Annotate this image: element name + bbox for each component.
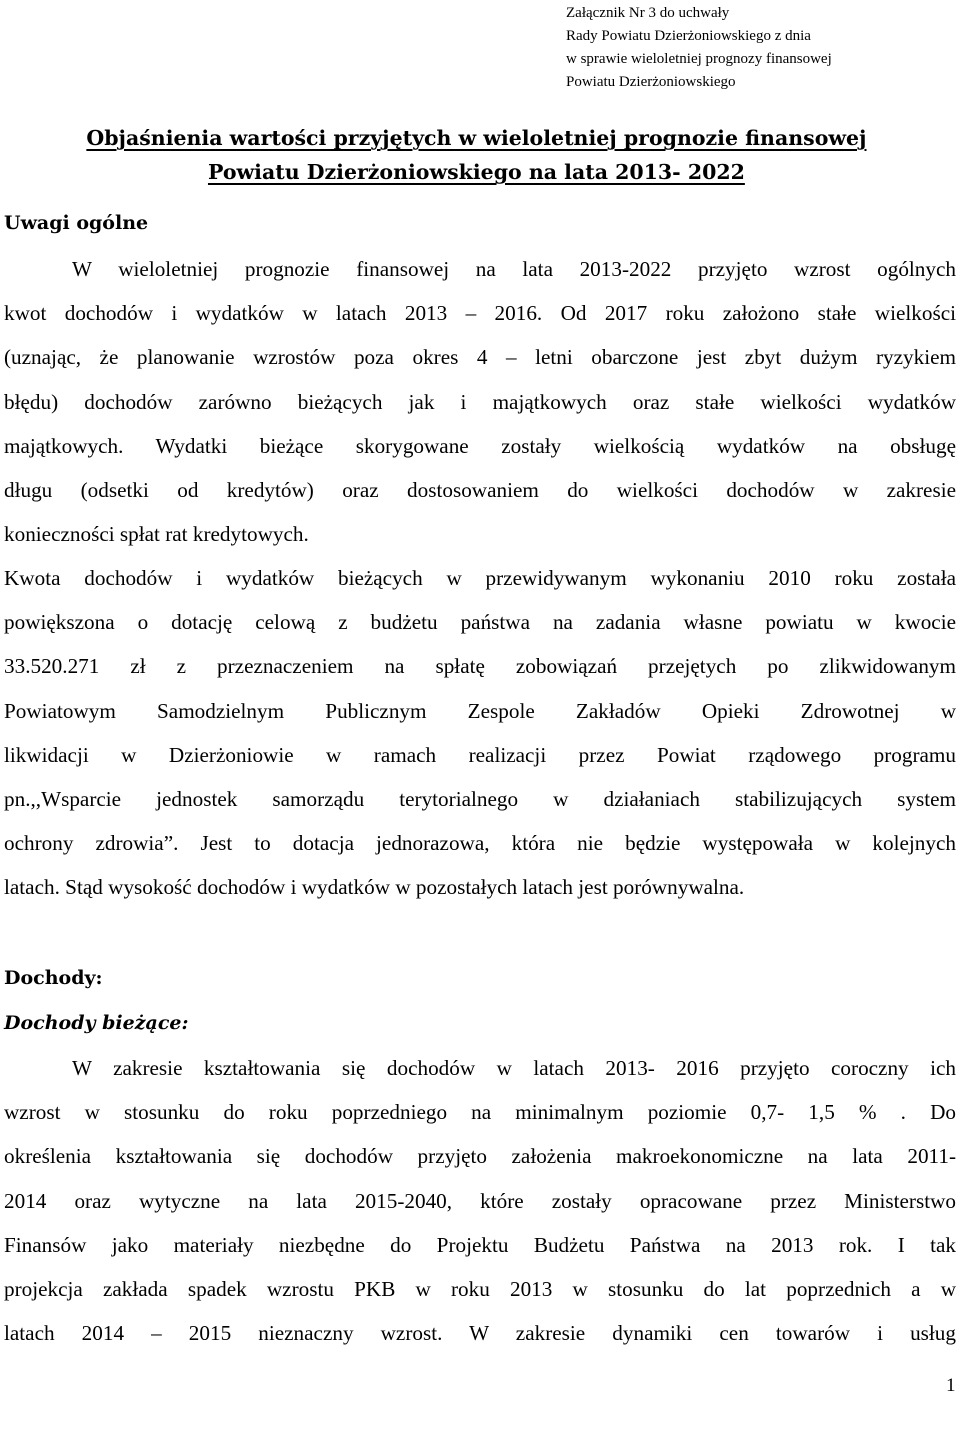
text-line: powiększona o dotację celową z budżetu państwa na zadania własne powiatu w kwocie — [4, 610, 956, 635]
header-line: Rady Powiatu Dzierżoniowskiego z dnia — [566, 28, 811, 44]
header-line: Powiatu Dzierżoniowskiego — [566, 74, 736, 90]
text-line: Powiatowym Samodzielnym Publicznym Zespole Zakładów Opieki Zdrowotnej w — [4, 698, 956, 723]
text-line: ochrony zdrowia”. Jest to dotacja jednorazowa, która nie będzie występowała w kolejnych — [4, 831, 956, 856]
text-line: Kwota dochodów i wydatków bieżących w przewidywanym wykonaniu 2010 roku została — [4, 566, 956, 590]
text-line: określenia kształtowania się dochodów przyjęto założenia makroekonomiczne na lata 2011- — [4, 1144, 956, 1169]
page-number: 1 — [946, 1375, 956, 1396]
text-line: 2014 oraz wytyczne na lata 2015-2040, które zostały opracowane przez Ministerstwo — [4, 1188, 956, 1213]
general-paragraph-1 — [4, 247, 956, 556]
text-line: projekcja zakłada spadek wzrostu PKB w roku 2013 w stosunku do lat poprzednich a w — [4, 1276, 956, 1301]
header-line: w sprawie wieloletniej prognozy finansowej — [566, 51, 832, 67]
text-line: latach 2014 – 2015 nieznaczny wzrost. W zakresie dynamiki cen towarów i usług — [4, 1321, 956, 1346]
text-line: długu (odsetki od kredytów) oraz dostosowaniem do wielkości dochodów w zakresie — [4, 477, 956, 502]
attachment-header — [566, 2, 832, 94]
text-line: W zakresie kształtowania się dochodów w latach 2013- 2016 przyjęto coroczny ich — [72, 1056, 956, 1080]
subheading-current-income: Dochody bieżące: — [4, 1012, 189, 1034]
text-line: błędu) dochodów zarówno bieżących jak i majątkowych oraz stałe wielkości wydatków — [4, 389, 956, 414]
document-title — [0, 121, 960, 189]
text-line: pn.,,Wsparcie jednostek samorządu terytorialnego w działaniach stabilizujących system — [4, 786, 956, 811]
section-heading-income: Dochody: — [4, 967, 103, 989]
text-line: (uznając, że planowanie wzrostów poza okres 4 – letni obarczone jest zbyt dużym ryzykiem — [4, 345, 956, 370]
text-line: kwot dochodów i wydatków w latach 2013 – 2016. Od 2017 roku założono stałe wielkości — [4, 301, 956, 326]
text-line: majątkowych. Wydatki bieżące skorygowane zostały wielkością wydatków na obsługę — [4, 433, 956, 458]
text-line: 33.520.271 zł z przeznaczeniem na spłatę zobowiązań przejętych po zlikwidowanym — [4, 654, 956, 679]
text-line: konieczności spłat rat kredytowych. — [4, 522, 309, 547]
text-line: latach. Stąd wysokość dochodów i wydatków w pozostałych latach jest porównywalna. — [4, 875, 745, 900]
text-line: W wieloletniej prognozie finansowej na lata 2013-2022 przyjęto wzrost ogólnych — [72, 257, 956, 281]
text-line: wzrost w stosunku do roku poprzedniego na minimalnym poziomie 0,7- 1,5 % . Do — [4, 1100, 956, 1125]
text-line: likwidacji w Dzierżoniowie w ramach realizacji przez Powiat rządowego programu — [4, 742, 956, 767]
header-line: Załącznik Nr 3 do uchwały — [566, 5, 730, 21]
title-line: Objaśnienia wartości przyjętych w wieloletniej prognozie finansowej — [86, 126, 867, 150]
text-line: Finansów jako materiały niezbędne do Projektu Budżetu Państwa na 2013 rok. I tak — [4, 1232, 956, 1257]
income-paragraph-1 — [4, 1046, 956, 1355]
title-line: Powiatu Dzierżoniowskiego na lata 2013- 2022 — [207, 160, 745, 184]
general-paragraph-2 — [4, 556, 956, 910]
section-heading-general: Uwagi ogólne — [4, 212, 149, 234]
